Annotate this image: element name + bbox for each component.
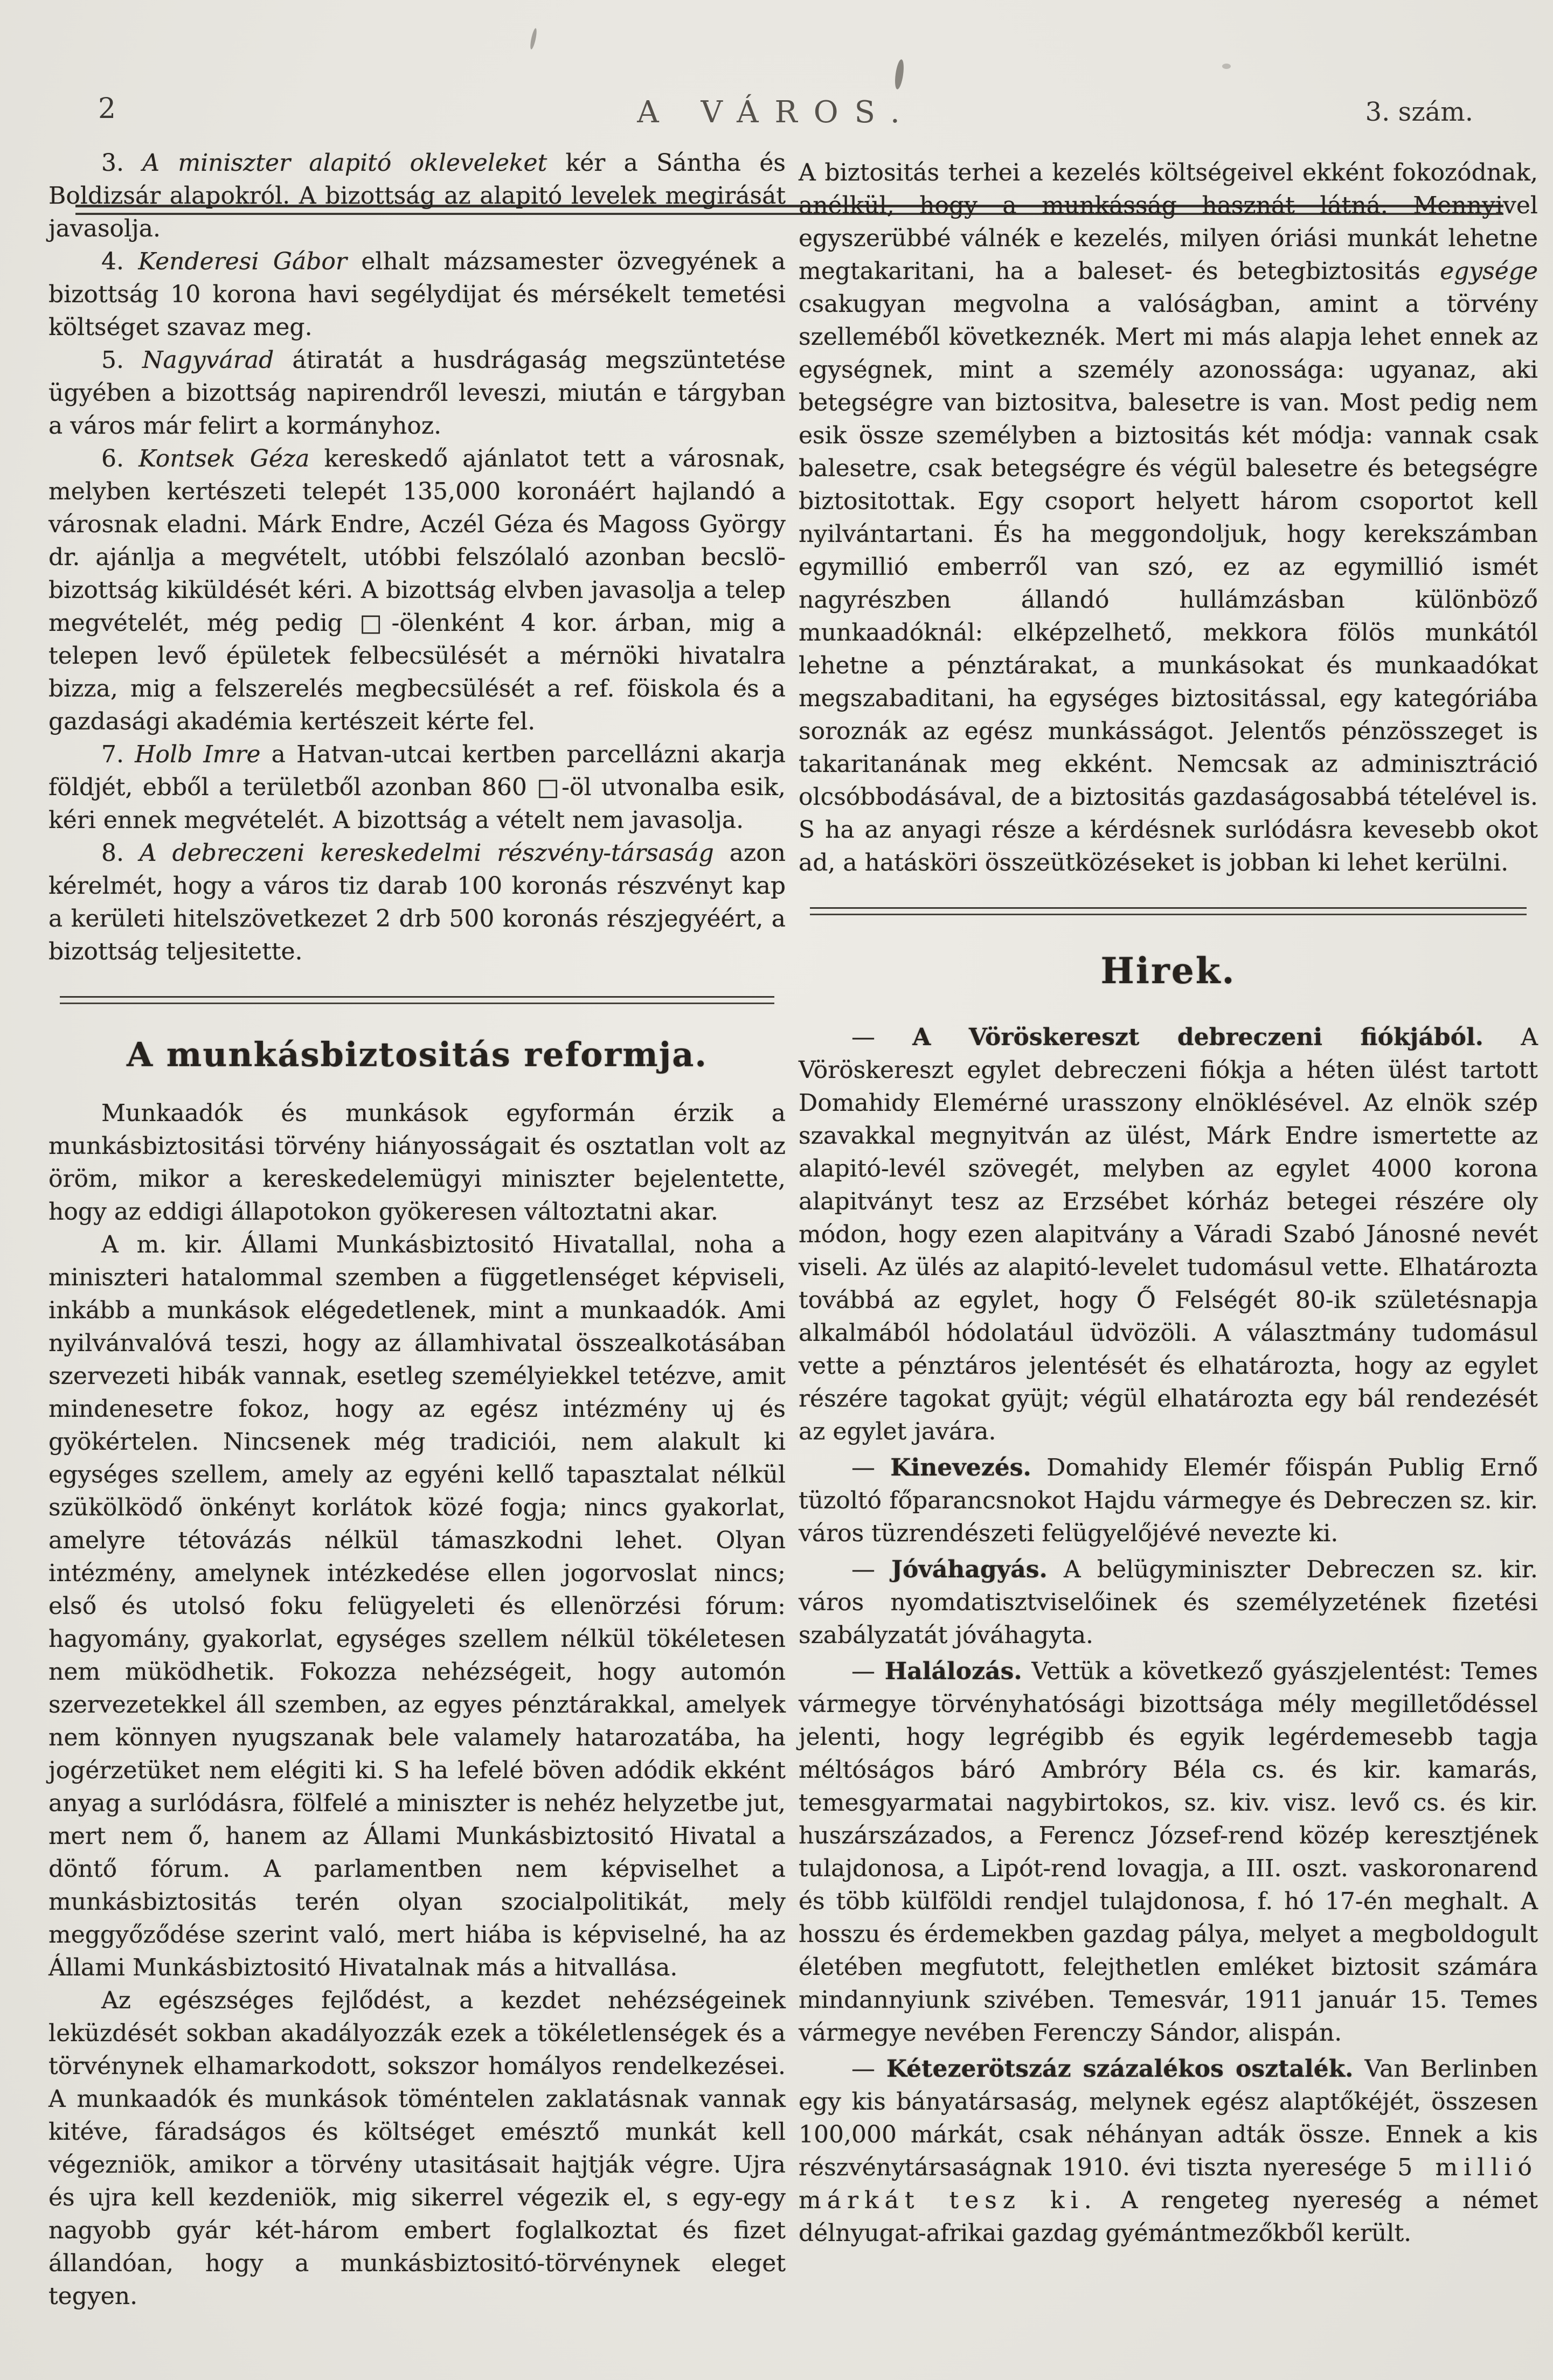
page-number: 2 (98, 93, 116, 125)
continuation-para-1: A biztositás terhei a kezelés költségeivel ekként fokozódnak, anélkül, hogy a munkásság hasznát látná. Mennyivel egyszerübbé válnék e kezelés, milyen óriási munkát lehetne megtakaritani, ha a baleset- és betegbiztositás egysége csakugyan megvolna a valóságban, amint a törvény szelleméből következnék. Mert mi más alapja lehet ennek az egységnek, mint a személy azonossága: ugyanaz, aki betegségre van biztositva, balesetre is van. Most pedig nem esik össze személyben a biztositás két módja: vannak csak balesetre, csak betegségre és végül balesetre és betegségre biztositottak. Egy csoport helyett három csoportot kell nyilvántartani. És ha meggondoljuk, hogy kerekszámban egymillió emberről van szó, ez az egymillió ismét nagyrészben állandó hullámzásban különböző munkaadóknál: elképzelhető, mekkora fölös munkától lehetne a pénztárakat, a munkásokat és munkaadókat megszabaditani, ha egységes biztositással, egy kategóriába soroznák az egész munkásságot. Jelentős pénzösszeget is takaritanának meg ekként. Nemcsak az adminisztráció olcsóbbodásával, de a biztositás gazdaságosabbá tételével is. S ha az anyagi része a kérdésnek surlódásra kevesebb okot ad, a hatásköri összeütközéseket is jobban ki lehet kerülni. (799, 159, 1538, 876)
article-para-2: A m. kir. Állami Munkásbiztositó Hivatallal, noha a miniszteri hatalommal szemben a függetlenséget képviseli, inkább a munkások elégedetlenek, mint a munkaadók. Ami nyilvánvalóvá teszi, hogy az államhivatal összealkotásában szervezeti hibák vannak, esetleg személyiekkel tetézve, amit mindenesetre fokoz, hogy az egész intézmény uj és gyökértelen. Nincsenek még tradiciói, nem alakult ki egységes szellem, amely az egyéni kellő tapasztalat nélkül szükölködő önkényt korlátok közé fogja; nincs gyakorlat, amelyre tétovázás nélkül támaszkodni lehet. Olyan intézmény, amelynek intézkedése ellen jogorvoslat nincs; első és utolsó foku felügyeleti és ellenörzési fórum: hagyomány, gyakorlat, egységes szellem nélkül tökéletesen nem müködhetik. Fokozza nehézségeit, hogy automón szervezetekkel áll szemben, az egyes pénztárakkal, amelyek nem könnyen nyugszanak bele valamely hatarozatába, ha jogérzetüket nem elégiti ki. S ha lefelé böven adódik ekként anyag a surlódásra, fölfelé a miniszter is nehéz helyzetbe jut, mert nem ő, hanem az Állami Munkásbiztositó Hivatal a döntő fórum. A parlamentben nem képviselhet a munkásbiztositás terén olyan szocialpolitikát, mely meggyőződése szerint való, mert hiába is képviselné, ha az Állami Munkásbiztositó Hivatalnak más a hitvallása. (48, 1231, 786, 1981)
ink-speck (1222, 64, 1231, 69)
section-divider-rule (810, 907, 1527, 915)
report-item-4: 6. Kontsek Géza kereskedő ajánlatot tett a városnak, melyben kertészeti telepét 135,000 koronáért hajlandó a városnak eladni. Márk Endre, Aczél Géza és Magoss György dr. ajánlja a megvételt, utóbbi felszólaló azonban becslö-bizottság kiküldését kéri. A bizottság elvben javasolja a telep megvételét, még pedig □-ölenként 4 kor. árban, mig a telepen levő épületek felbecsülését a mérnöki hivatalra bizza, mig a felszerelés megbecsülését a ref. föiskola és a gazdasági akadémia kertészeit kérte fel. (48, 445, 786, 735)
report-item-5: 7. Holb Imre a Hatvan-utcai kertben parcellázni akarja földjét, ebből a területből azonban 860 □-öl utvonalba esik, kéri ennek megvételét. A bizottság a vételt nem javasolja. (48, 741, 786, 834)
article-body (48, 1097, 786, 2313)
news-item-1: — A Vöröskereszt debreczeni fiókjából. A Vöröskereszt egylet debreczeni fiókja a héten ülést tartott Domahidy Elemérné urasszony elnöklésével. Az elnök szép szavakkal megnyitván az ülést, Márk Endre ismertette az alapitó-levél szövegét, melyben az egylet 4000 korona alapitványt tesz az Erzsébet kórház betegei részére oly módon, hogy ezen alapitvány a Váradi Szabó Jánosné nevét viseli. Az ülés az alapitó-levelet tudomásul vette. Elhatározta továbbá az egylet, hogy Ő Felségét 80-ik születésnapja alkalmából hódolatául üdvözöli. A választmány tudomásul vette a pénztáros jelentését és elhatározta, hogy az egylet részére tagokat gyüjt; végül elhatározta egy bál rendezését az egylet javára. (799, 1024, 1538, 1445)
left-column (48, 147, 786, 2313)
ink-speck (893, 59, 905, 89)
article-para-1: Munkaadók és munkások egyformán érzik a munkásbiztositási törvény hiányosságait és osztatlan volt az öröm, mikor a kereskedelemügyi miniszter bejelentette, hogy az eddigi állapotokon gyökeresen változtatni akar. (48, 1099, 786, 1226)
report-item-6: 8. A debreczeni kereskedelmi részvény-társaság azon kérelmét, hogy a város tiz darab 100 koronás részvényt kap a kerületi hitelszövetkezet 2 drb 500 koronás részjegyéért, a bizottság teljesitette. (48, 839, 786, 965)
committee-report-items (48, 147, 786, 968)
news-item-5: — Kétezerötszáz százalékos osztalék. Van Berlinben egy kis bányatársaság, melynek egész alaptőkéjét, összesen 100,000 márkát, csak néhányan adták össze. Ennek a kis részvénytársaságnak 1910. évi tiszta nyeresége 5 millió márkát tesz ki. A rengeteg nyereség a német délnyugat-afrikai gazdag gyémántmezőkből került. (799, 2055, 1538, 2247)
news-item-2: — Kinevezés. Domahidy Elemér főispán Publig Ernő tüzoltó főparancsnokot Hajdu vármegye és Debreczen sz. kir. város tüzrendészeti felügyelőjévé nevezte ki. (799, 1454, 1538, 1547)
news-item-3: — Jóváhagyás. A belügyminiszter Debreczen sz. kir. város nyomdatisztviselőinek és személyzetének fizetési szabályzatát jóváhagyta. (799, 1556, 1538, 1649)
issue-number: 3. szám. (1365, 97, 1473, 127)
ink-speck (529, 28, 538, 50)
article-title: A munkásbiztositás reformja. (127, 1035, 708, 1074)
masthead-title: A VÁROS. (637, 95, 916, 130)
section-divider-rule (60, 996, 775, 1004)
news-section-title: Hirek. (1100, 950, 1236, 992)
report-item-1: 3. A miniszter alapitó okleveleket kér a Sántha és Boldizsár alapokról. A bizottság az alapitó levelek megirását javasolja. (48, 149, 786, 242)
news-item-4: — Halálozás. Vettük a következő gyászjelentést: Temes vármegye törvényhatósági bizottsága mély megilletődéssel jelenti, hogy legrégibb és egyik legérdemesebb tagja méltóságos báró Ambróry Béla cs. és kir. kamarás, temesgyarmatai nagybirtokos, sz. kiv. visz. levő cs. és kir. huszárszázados, a Ferencz József-rend közép keresztjének tulajdonosa, a Lipót-rend lovagja, a III. oszt. vaskoronarend és több külföldi rendjel tulajdonosa, f. hó 17-én meghalt. A hosszu és érdemekben gazdag pálya, melyet a megboldogult életében megfutott, felejthetlen emléket biztosit számára mindannyiunk szivében. Temesvár, 1911 január 15. Temes vármegye nevében Ferenczy Sándor, alispán. (799, 1658, 1538, 2047)
article-continuation (799, 156, 1538, 879)
report-item-2: 4. Kenderesi Gábor elhalt mázsamester özvegyének a bizottság 10 korona havi segélydijat és mérsékelt temetési költséget szavaz meg. (48, 248, 786, 341)
news-items (799, 1021, 1538, 2250)
report-item-3: 5. Nagyvárad átiratát a husdrágaság megszüntetése ügyében a bizottság napirendről leveszi, miután e tárgyban a város már felirt a kormányhoz. (48, 346, 786, 440)
right-column (799, 156, 1538, 2253)
article-para-3: Az egészséges fejlődést, a kezdet nehézségeinek leküzdését sokban akadályozzák ezek a tökéletlenségek és a törvénynek elhamarkodott, sokszor homályos rendelkezései. A munkaadók és munkások töméntelen zaklatásnak vannak kitéve, fáradságos és költséget emésztő munkát kell végezniök, amikor a törvény utasitásait hajtják végre. Ujra és ujra kell kezdeniök, mig sikerrel végezik el, s egy-egy nagyobb gyár két-három embert foglalkoztat és fizet állandóan, hogy a munkásbiztositó-törvénynek eleget tegyen. (48, 1987, 786, 2310)
